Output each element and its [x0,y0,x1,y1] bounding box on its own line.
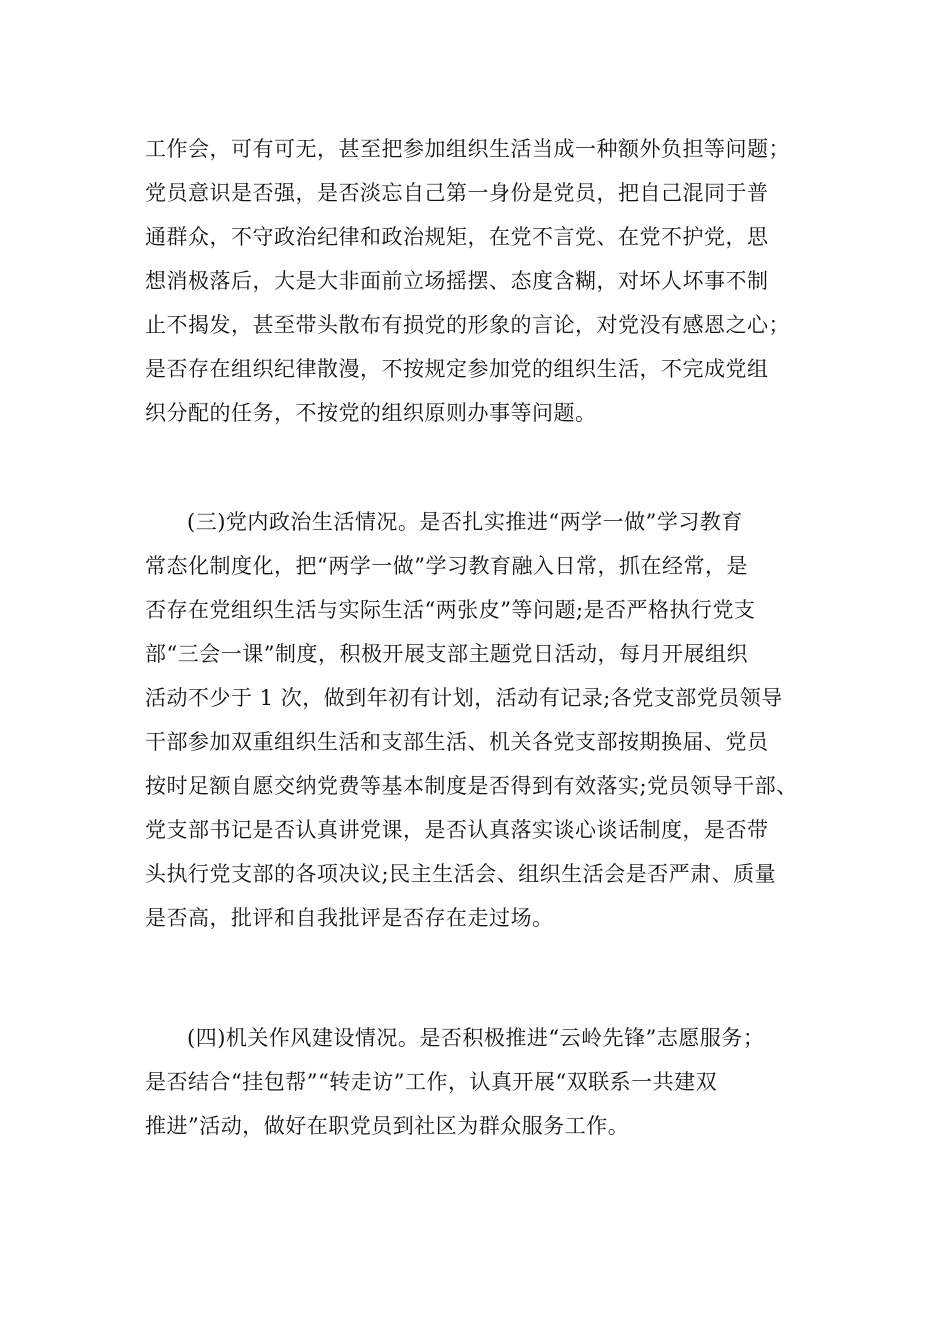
text-line: 是否高，批评和自我批评是否存在走过场。 [145,906,554,930]
text-line: 常态化制度化，把“两学一做”学习教育融入日常，抓在经常，是 [145,554,748,578]
text-line: 党员意识是否强，是否淡忘自己第一身份是党员，把自己混同于普 [145,181,769,205]
text-line: 止不揭发，甚至带头散布有损党的形象的言论，对党没有感恩之心； [145,313,790,337]
text-line: 部“三会一课”制度，积极开展支部主题党日活动，每月开展组织 [145,642,748,666]
text-line: 是否存在组织纪律散漫，不按规定参加党的组织生活，不完成党组 [145,357,769,381]
text-line: 想消极落后，大是大非面前立场摇摆、态度含糊，对坏人坏事不制 [145,269,769,293]
text-line: 党支部书记是否认真讲党课，是否认真落实谈心谈话制度，是否带 [145,818,769,842]
text-line: 干部参加双重组织生活和支部生活、机关各党支部按期换届、党员 [145,730,769,754]
text-line: 通群众，不守政治纪律和政治规矩，在党不言党、在党不护党，思 [145,225,769,249]
text-line: 工作会，可有可无，甚至把参加组织生活当成一种额外负担等问题； [145,137,790,161]
paragraph-political-life [145,500,825,940]
paragraph-work-style [145,1016,825,1148]
text-line: 是否结合“挂包帮”“转走访”工作，认真开展“双联系一共建双 [145,1070,718,1094]
text-line: 活动不少于 1 次，做到年初有计划，活动有记录;各党支部党员领导 [145,686,783,710]
paragraph-party-awareness [145,127,825,435]
text-line: 否存在党组织生活与实际生活“两张皮”等问题;是否严格执行党支 [145,598,756,622]
text-line: 推进”活动，做好在职党员到社区为群众服务工作。 [145,1114,630,1138]
section-heading-line: (四)机关作风建设情况。是否积极推进“云岭先锋”志愿服务； [187,1026,765,1050]
text-line: 织分配的任务，不按党的组织原则办事等问题。 [145,401,597,425]
text-line: 头执行党支部的各项决议;民主生活会、组织生活会是否严肃、质量 [145,862,777,886]
section-heading-line: (三)党内政治生活情况。是否扎实推进“两学一做”学习教育 [187,510,743,534]
text-line: 按时足额自愿交纳党费等基本制度是否得到有效落实;党员领导干部、 [145,774,798,798]
